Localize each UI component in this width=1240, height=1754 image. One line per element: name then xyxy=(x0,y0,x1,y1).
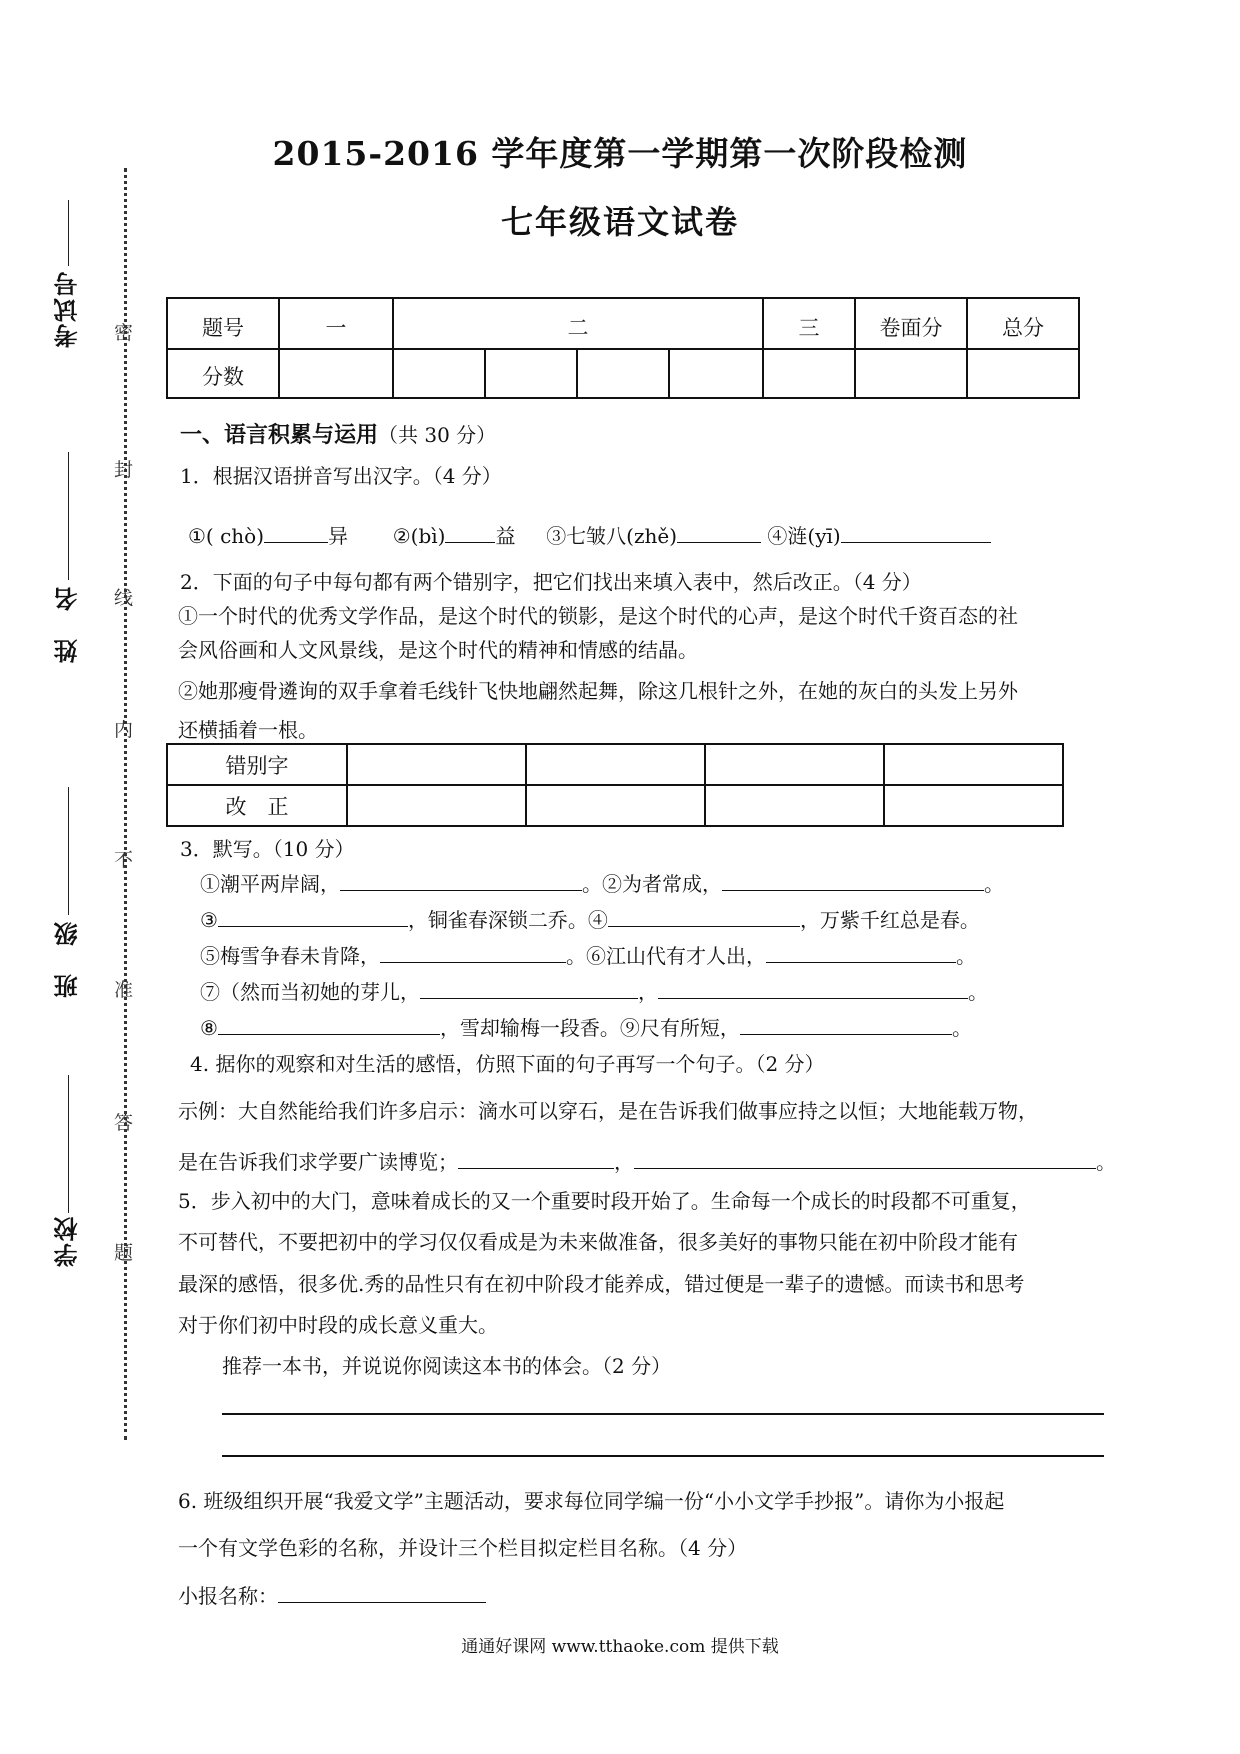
score-header-cell: 三 xyxy=(763,298,855,349)
seal-char: 准 xyxy=(114,979,134,1001)
q1-item-text: 异 xyxy=(328,524,349,548)
score-header-cell: 一 xyxy=(279,298,393,349)
q3-text: 。 xyxy=(984,872,1004,896)
q3-text: ⑧ xyxy=(200,1016,218,1040)
answer-line[interactable] xyxy=(222,1455,1104,1457)
answer-blank[interactable] xyxy=(634,1148,1096,1169)
q3-text: ⑤梅雪争春未肯降， xyxy=(200,944,380,968)
answer-blank[interactable] xyxy=(722,870,984,891)
answer-blank[interactable] xyxy=(677,522,761,543)
q3-line-4 xyxy=(200,976,988,1005)
q1-item-text: 益 xyxy=(495,524,516,548)
q5-task: 推荐一本书，并说说你阅读这本书的体会。（2 分） xyxy=(222,1354,672,1378)
answer-blank[interactable] xyxy=(340,870,582,891)
score-header-cell: 二 xyxy=(393,298,763,349)
newspaper-name-blank[interactable] xyxy=(278,1582,486,1603)
q3-prompt: 3．默写。（10 分） xyxy=(180,837,355,861)
typo-cell[interactable] xyxy=(884,785,1063,826)
score-header-cell: 题号 xyxy=(167,298,279,349)
answer-blank[interactable] xyxy=(264,522,328,543)
q3-line-2 xyxy=(200,904,980,933)
q2-line: ①一个时代的优秀文学作品，是这个时代的锁影，是这个时代的心声，是这个时代千资百态的社 xyxy=(178,604,1018,628)
seal-char: 封 xyxy=(114,459,134,481)
q2-line: 会风俗画和人文风景线，是这个时代的精神和情感的结晶。 xyxy=(178,638,698,662)
name-line xyxy=(68,452,69,580)
q3-line-3 xyxy=(200,940,976,969)
answer-blank[interactable] xyxy=(740,1014,952,1035)
score-cell[interactable] xyxy=(967,349,1079,398)
answer-blank[interactable] xyxy=(420,978,638,999)
section-title: 一、语言积累与运用 xyxy=(180,422,379,448)
answer-line[interactable] xyxy=(222,1413,1104,1415)
q1-items xyxy=(188,520,991,549)
q3-text: ， xyxy=(638,980,658,1004)
q6-name-row xyxy=(178,1580,486,1609)
score-cell[interactable] xyxy=(485,349,577,398)
name-label: 姓 名 xyxy=(54,585,82,663)
typo-cell[interactable] xyxy=(884,744,1063,785)
q5-line: 对于你们初中时段的成长意义重大。 xyxy=(178,1313,498,1337)
score-cell[interactable] xyxy=(577,349,669,398)
q4-example: 示例：大自然能给我们许多启示：滴水可以穿石，是在告诉我们做事应持之以恒；大地能载万物， xyxy=(178,1099,1038,1123)
school-label: 学校 xyxy=(54,1215,82,1267)
q3-text: 。②为者常成， xyxy=(582,872,722,896)
q1-item-text: ③七皱八(zhě) xyxy=(546,524,678,548)
seal-char: 线 xyxy=(114,587,134,609)
answer-blank[interactable] xyxy=(608,906,800,927)
newspaper-name-label: 小报名称： xyxy=(178,1584,278,1608)
q3-line-1 xyxy=(200,868,1004,897)
q6-line: 6. 班级组织开展“我爱文学”主题活动，要求每位同学编一份“小小文学手抄报”。请你为小报起 xyxy=(178,1489,1005,1513)
q5-line: 最深的感悟，很多优.秀的品性只有在初中阶段才能养成，错过便是一辈子的遗憾。而读书和思考 xyxy=(178,1272,1025,1296)
q4-answer-line xyxy=(178,1146,1116,1175)
school-line xyxy=(68,1075,69,1213)
q3-text: 。 xyxy=(968,980,988,1004)
typo-row-label: 错别字 xyxy=(167,744,347,785)
typo-row-label: 改 正 xyxy=(167,785,347,826)
answer-blank[interactable] xyxy=(766,942,956,963)
seal-char: 不 xyxy=(114,849,134,871)
q2-prompt: 2．下面的句子中每句都有两个错别字，把它们找出来填入表中，然后改正。（4 分） xyxy=(180,570,922,594)
answer-blank[interactable] xyxy=(658,978,968,999)
seal-char: 内 xyxy=(114,719,134,741)
class-line xyxy=(68,787,69,915)
q3-text: 。⑥江山代有才人出， xyxy=(566,944,766,968)
q1-item-text: ①( chò) xyxy=(188,524,265,548)
score-header-cell: 卷面分 xyxy=(855,298,967,349)
exam-number-label: 考试号 xyxy=(54,270,82,348)
q3-text: 。 xyxy=(951,1016,972,1040)
q4-text: 是在告诉我们求学要广读博览； xyxy=(178,1150,458,1174)
answer-blank[interactable] xyxy=(458,1148,614,1169)
q4-text: ， xyxy=(614,1150,634,1174)
score-cell[interactable] xyxy=(855,349,967,398)
q6-line: 一个有文学色彩的名称，并设计三个栏目拟定栏目名称。（4 分） xyxy=(178,1536,748,1560)
class-label: 班 级 xyxy=(54,920,82,998)
answer-blank[interactable] xyxy=(218,1014,440,1035)
typo-cell[interactable] xyxy=(347,744,526,785)
q3-text: ，雪却输梅一段香。⑨尺有所短， xyxy=(439,1016,740,1040)
q5-line: 不可替代，不要把初中的学习仅仅看成是为未来做准备，很多美好的事物只能在初中阶段才能有 xyxy=(178,1230,1018,1254)
q3-text: ，万紫千红总是春。 xyxy=(799,908,980,932)
typo-cell[interactable] xyxy=(347,785,526,826)
score-cell[interactable] xyxy=(763,349,855,398)
answer-blank[interactable] xyxy=(380,942,566,963)
score-cell[interactable] xyxy=(669,349,763,398)
section-points: （共 30 分） xyxy=(378,423,497,447)
page-title: 2015-2016 学年度第一学期第一次阶段检测 xyxy=(272,134,968,173)
answer-blank[interactable] xyxy=(218,906,408,927)
score-header-cell: 总分 xyxy=(967,298,1079,349)
answer-blank[interactable] xyxy=(445,522,495,543)
q1-item-text: ④涟(yī) xyxy=(767,524,841,548)
score-cell[interactable] xyxy=(279,349,393,398)
score-cell[interactable] xyxy=(393,349,485,398)
q4-prompt: 4. 据你的观察和对生活的感悟，仿照下面的句子再写一个句子。（2 分） xyxy=(190,1052,825,1076)
q3-text: 。 xyxy=(956,944,976,968)
page-subtitle: 七年级语文试卷 xyxy=(500,203,739,241)
score-row-label: 分数 xyxy=(167,349,279,398)
score-table xyxy=(166,297,1080,399)
seal-char: 答 xyxy=(114,1112,134,1134)
q3-text: ③ xyxy=(200,908,218,932)
q3-line-5 xyxy=(200,1012,972,1041)
q1-item-text: ②(bì) xyxy=(392,524,446,548)
q4-text: 。 xyxy=(1096,1150,1116,1174)
section-heading xyxy=(180,418,496,449)
q5-line: 5．步入初中的大门，意味着成长的又一个重要时段开始了。生命每一个成长的时段都不可重复， xyxy=(178,1189,1031,1213)
q1-prompt: 1．根据汉语拼音写出汉字。（4 分） xyxy=(180,464,502,488)
typo-cell[interactable] xyxy=(705,785,884,826)
answer-blank[interactable] xyxy=(841,522,991,543)
page-footer: 通通好课网 www.tthaoke.com 提供下载 xyxy=(461,1637,779,1657)
typo-cell[interactable] xyxy=(705,744,884,785)
q2-line: 还横插着一根。 xyxy=(178,718,318,742)
typo-cell[interactable] xyxy=(526,744,705,785)
seal-char: 密 xyxy=(114,322,134,344)
q2-line: ②她那瘦骨遴询的双手拿着毛线针飞快地翩然起舞，除这几根针之外，在她的灰白的头发上另外 xyxy=(178,679,1018,703)
q3-text: ①潮平两岸阔， xyxy=(200,872,340,896)
q3-text: ，铜雀春深锁二乔。④ xyxy=(407,908,608,932)
typo-table xyxy=(166,743,1064,827)
typo-cell[interactable] xyxy=(526,785,705,826)
q3-text: ⑦（然而当初她的芽儿， xyxy=(200,980,420,1004)
seal-char: 题 xyxy=(114,1242,134,1264)
